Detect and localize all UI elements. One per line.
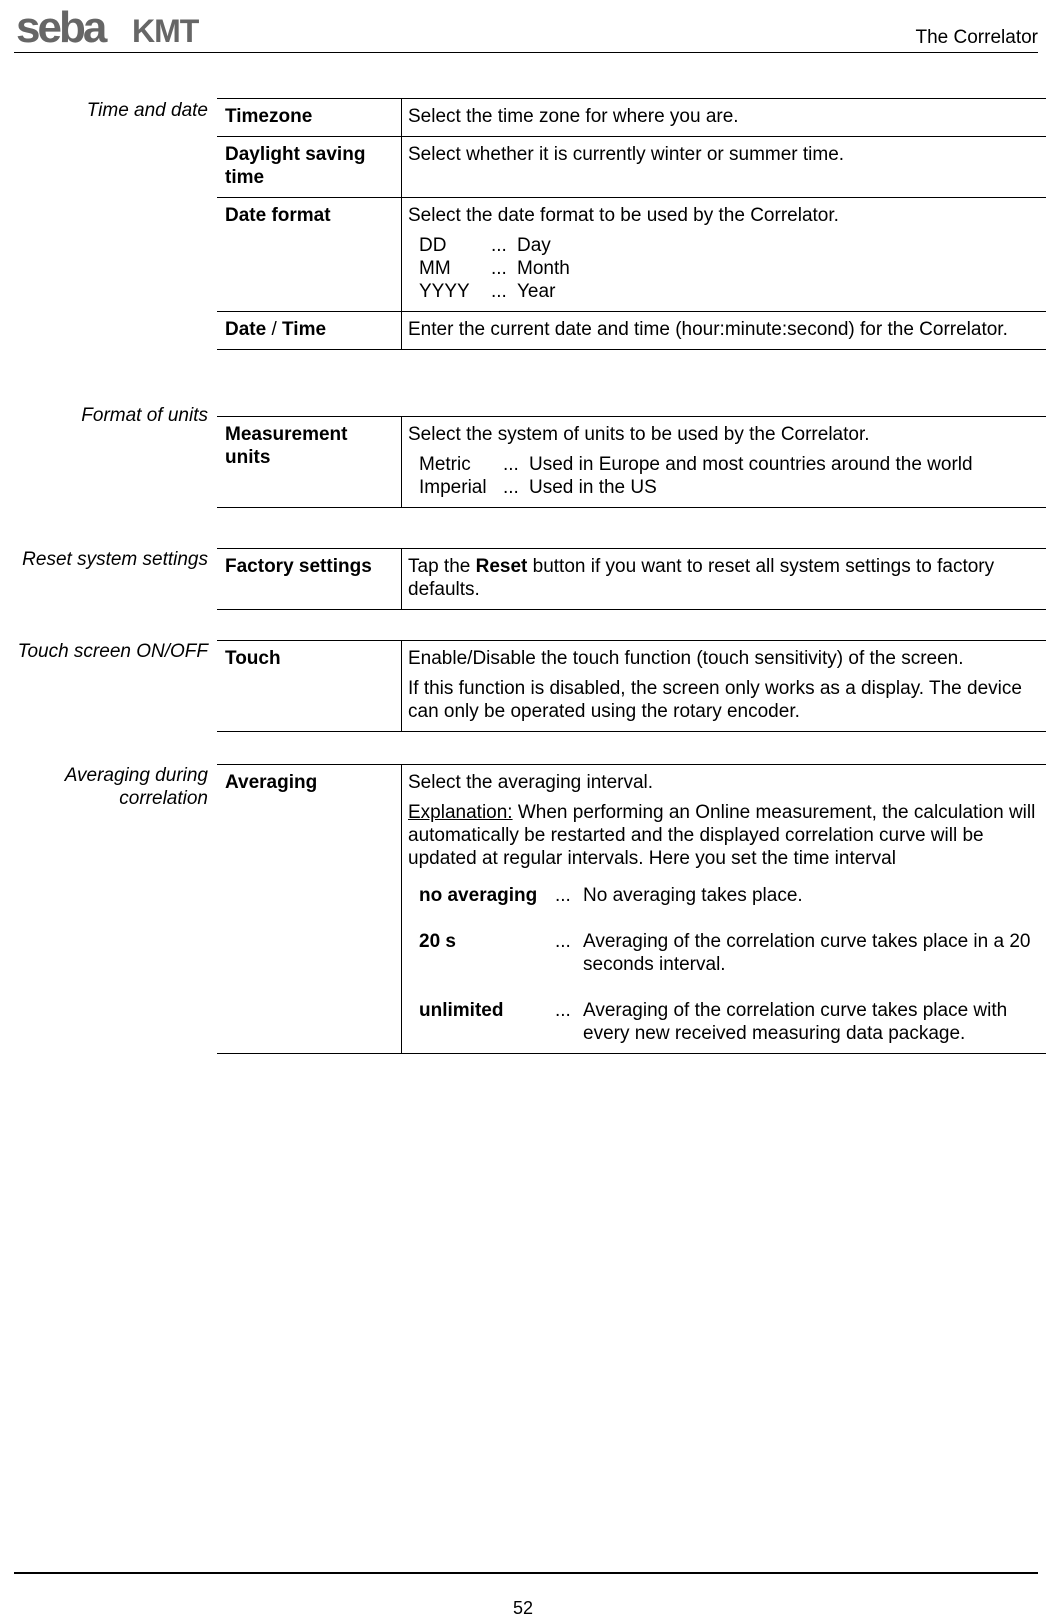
table-row-touch [217, 641, 1046, 732]
option-key: no averaging [419, 884, 545, 907]
page-number: 52 [0, 1597, 1046, 1620]
margin-label-time-and-date: Time and date [87, 99, 208, 122]
term-date-format: Date format [217, 198, 402, 312]
averaging-options [419, 884, 1041, 1045]
reset-system-settings-table [217, 548, 1046, 610]
desc-averaging [402, 765, 1046, 1054]
option-value: Day [517, 234, 1041, 257]
margin-label-averaging [65, 764, 208, 810]
svg-text:seba: seba [16, 8, 108, 48]
time-and-date-table [217, 98, 1046, 350]
averaging-label-line2: correlation [65, 787, 208, 810]
table-row-factory-settings [217, 549, 1046, 610]
option-value: Month [517, 257, 1041, 280]
margin-label-touch-screen: Touch screen ON/OFF [18, 640, 208, 663]
averaging-intro: Select the averaging interval. [408, 771, 1041, 794]
desc-date-time: Enter the current date and time (hour:minute:second) for the Correlator. [402, 312, 1046, 350]
term-factory-settings: Factory settings [217, 549, 402, 610]
touch-desc-line2: If this function is disabled, the screen only works as a display. The device can only be operated using the rotary encoder. [408, 677, 1041, 723]
option-value: Averaging of the correlation curve takes place in a 20 seconds interval. [583, 930, 1041, 976]
option-value: Used in the US [529, 476, 1041, 499]
averaging-label-line1: Averaging during [65, 764, 208, 787]
table-row-date-format [217, 198, 1046, 312]
term-date: Date [225, 319, 266, 340]
option-key: Metric [419, 453, 495, 476]
explanation-text: When performing an Online measurement, the calculation will automatically be restarted and the displayed correlation curve will be updated at regular intervals. Here you set the time interval [408, 802, 1035, 869]
units-options [419, 453, 1041, 499]
header-divider [14, 52, 1038, 53]
option-value: Averaging of the correlation curve takes place with every new received measuring data package. [583, 999, 1041, 1045]
reset-desc-suffix: button if you want to reset all system settings to factory defaults. [408, 556, 994, 600]
footer-divider [14, 1572, 1038, 1574]
table-row-measurement-units [217, 417, 1046, 508]
reset-desc-prefix: Tap the [408, 556, 470, 577]
desc-timezone: Select the time zone for where you are. [402, 99, 1046, 137]
reset-button-name: Reset [476, 556, 528, 577]
option-key: DD [419, 234, 483, 257]
units-intro: Select the system of units to be used by the Correlator. [408, 423, 1041, 446]
desc-factory-settings [402, 549, 1046, 610]
averaging-table [217, 764, 1046, 1054]
option-value: No averaging takes place. [583, 884, 1041, 907]
term-measurement-units: Measurement units [217, 417, 402, 508]
term-timezone: Timezone [217, 99, 402, 137]
table-row-date-time [217, 312, 1046, 350]
term-touch: Touch [217, 641, 402, 732]
term-time: Time [282, 319, 326, 340]
sebakmt-logo [16, 8, 242, 48]
option-sep: ... [503, 453, 521, 476]
option-sep: ... [491, 234, 509, 257]
date-format-options [419, 234, 1041, 303]
margin-label-reset-system-settings: Reset system settings [22, 548, 208, 571]
option-value: Used in Europe and most countries around the world [529, 453, 1041, 476]
option-key: Imperial [419, 476, 495, 499]
option-key: unlimited [419, 999, 545, 1045]
term-averaging: Averaging [217, 765, 402, 1054]
averaging-explanation [408, 801, 1041, 870]
option-sep: ... [555, 999, 573, 1045]
table-row-timezone [217, 99, 1046, 137]
option-sep: ... [491, 257, 509, 280]
term-daylight-saving: Daylight saving time [217, 137, 402, 198]
option-sep: ... [491, 280, 509, 303]
format-of-units-table [217, 416, 1046, 508]
option-key: 20 s [419, 930, 545, 976]
option-value: Year [517, 280, 1041, 303]
desc-date-format [402, 198, 1046, 312]
explanation-label: Explanation: [408, 802, 513, 823]
term-date-time [217, 312, 402, 350]
date-format-intro: Select the date format to be used by the Correlator. [408, 204, 1041, 227]
desc-daylight-saving: Select whether it is currently winter or summer time. [402, 137, 1046, 198]
touch-screen-table [217, 640, 1046, 732]
option-sep: ... [555, 884, 573, 907]
option-sep: ... [555, 930, 573, 976]
option-key: MM [419, 257, 483, 280]
desc-measurement-units [402, 417, 1046, 508]
touch-desc-line1: Enable/Disable the touch function (touch sensitivity) of the screen. [408, 647, 1041, 670]
option-sep: ... [503, 476, 521, 499]
svg-text:KMT: KMT [132, 13, 200, 48]
table-row-averaging [217, 765, 1046, 1054]
term-slash: / [271, 319, 276, 340]
table-row-daylight-saving [217, 137, 1046, 198]
document-title: The Correlator [916, 26, 1039, 49]
margin-label-format-of-units: Format of units [81, 404, 208, 427]
desc-touch [402, 641, 1046, 732]
option-key: YYYY [419, 280, 483, 303]
